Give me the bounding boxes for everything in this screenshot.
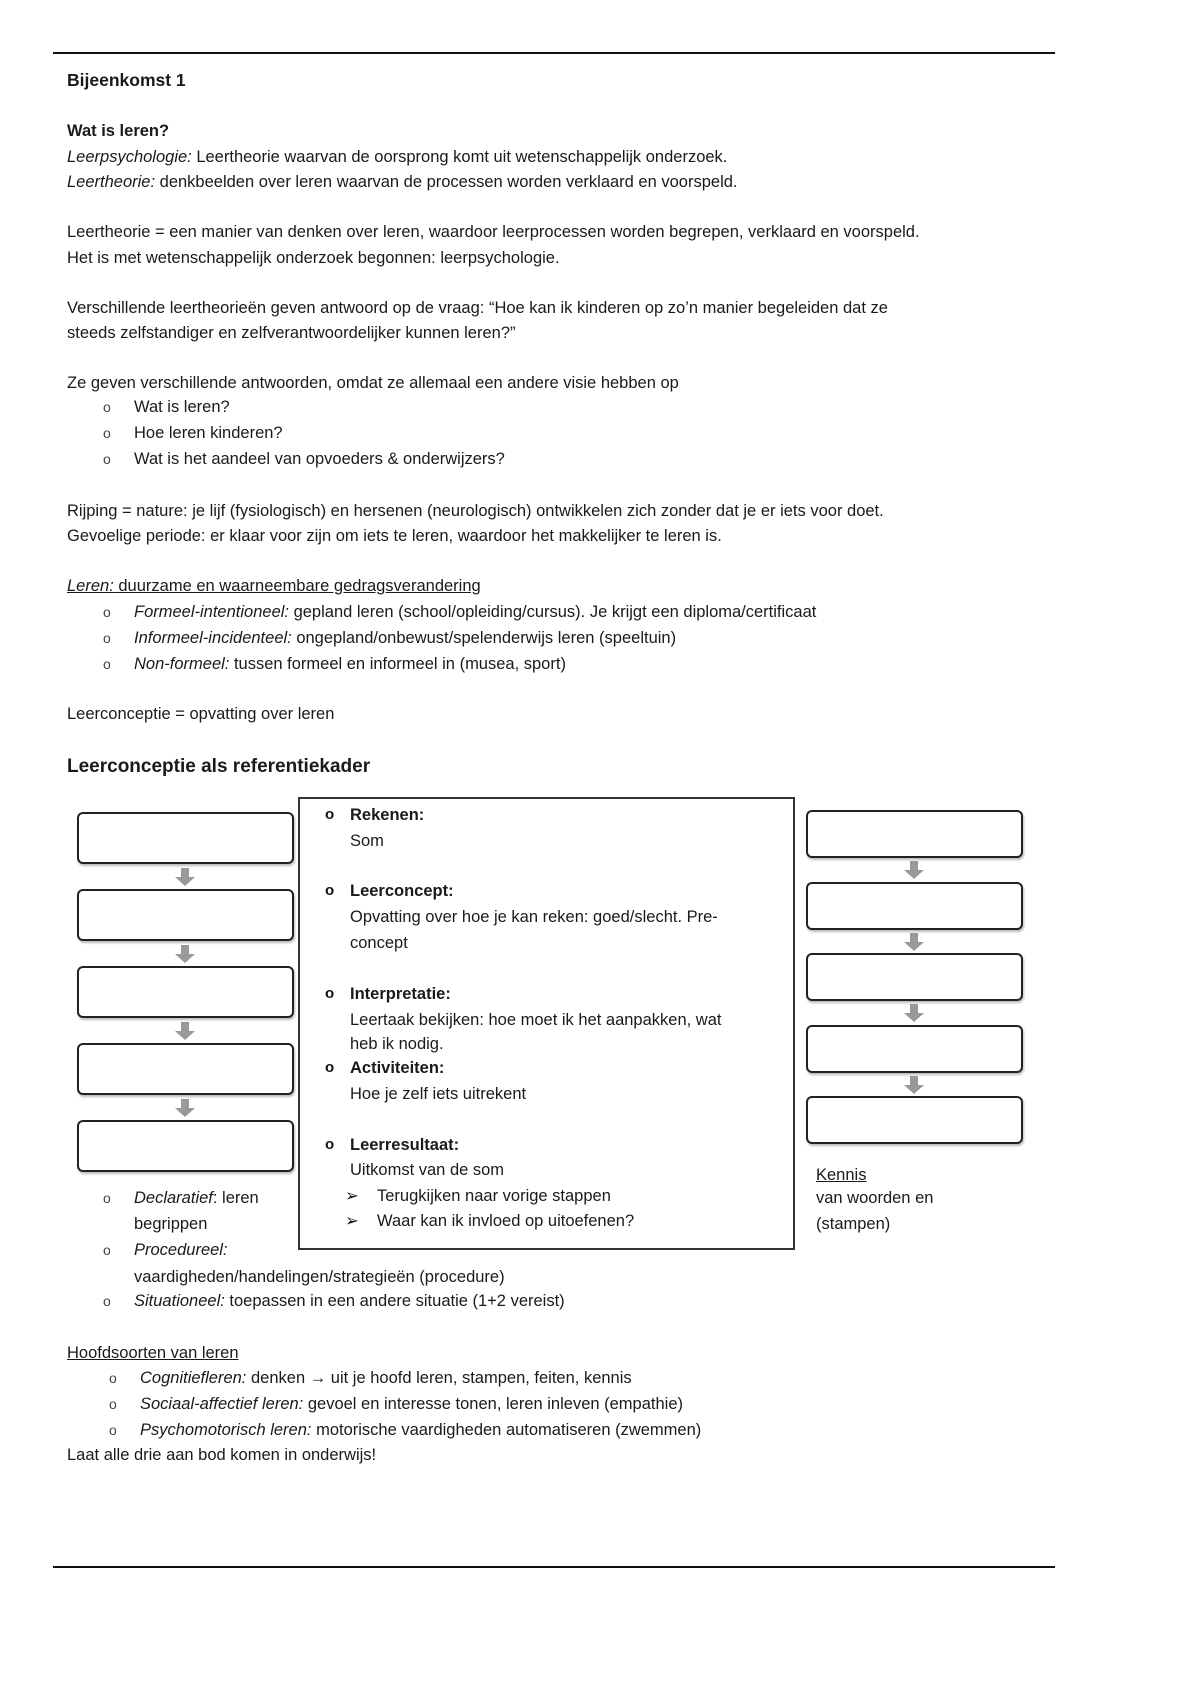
section-heading: Hoofdsoorten van leren [67, 1344, 239, 1362]
list-item [134, 1291, 565, 1311]
item-label: Leerresultaat: [350, 1136, 460, 1154]
list-item [140, 1368, 632, 1388]
flow-box [806, 1096, 1023, 1144]
paragraph-line: Verschillende leertheorieën geven antwoord op de vraag: “Hoe kan ik kinderen op zo’n manier begeleiden dat ze [67, 299, 888, 317]
flow-box [77, 889, 294, 941]
term: Leertheorie: [67, 173, 156, 191]
section-heading: Wat is leren? [67, 122, 170, 140]
item-text: : leren [212, 1189, 259, 1207]
page-title: Bijeenkomst 1 [67, 70, 186, 90]
item-text: toepassen in een andere situatie (1+2 vereist) [224, 1292, 565, 1310]
bullet-icon: o [109, 1422, 117, 1438]
item-text: gevoel en interesse tonen, leren inleven (empathie) [303, 1395, 683, 1413]
flow-box [806, 1025, 1023, 1073]
flow-box [806, 882, 1023, 930]
bullet-icon: o [325, 806, 335, 823]
item-label: Activiteiten: [350, 1059, 445, 1077]
definition-text: Leertheorie waarvan de oorsprong komt uit wetenschappelijk onderzoek. [191, 148, 728, 166]
bullet-icon: o [103, 1293, 111, 1309]
list-item [134, 628, 676, 648]
right-note-title: Kennis [816, 1166, 867, 1184]
paragraph-line: Gevoelige periode: er klaar voor zijn om iets te leren, waardoor het makkelijker te leren is. [67, 527, 722, 545]
list-item [140, 1394, 683, 1414]
bullet-icon: o [109, 1396, 117, 1412]
definition [67, 147, 727, 167]
flow-box [806, 953, 1023, 1001]
arrow-bullet-icon: ➢ [345, 1187, 359, 1205]
item-text: Som [350, 832, 384, 850]
term: Sociaal-affectief leren: [140, 1395, 304, 1413]
bottom-rule [53, 1566, 1055, 1568]
bullet-icon: o [103, 1190, 111, 1206]
list-item [134, 1188, 259, 1208]
leren-definition [67, 576, 481, 596]
list-item [140, 1420, 701, 1440]
item-text: gepland leren (school/opleiding/cursus). Je krijgt een diploma/certificaat [289, 603, 817, 621]
list-item [134, 654, 566, 674]
paragraph-line: steeds zelfstandiger en zelfverantwoordelijker kunnen leren?” [67, 324, 516, 342]
bullet-icon: o [103, 656, 111, 672]
flow-box [77, 812, 294, 864]
list-item: Procedureel: [134, 1241, 228, 1259]
bullet-icon: o [325, 882, 335, 899]
list-item-continued: begrippen [134, 1215, 208, 1233]
arrow-bullet-icon: ➢ [345, 1212, 359, 1230]
top-rule [53, 52, 1055, 54]
item-text: heb ik nodig. [350, 1035, 444, 1053]
item-text: Leertaak bekijken: hoe moet ik het aanpakken, wat [350, 1011, 722, 1029]
item-text: ongepland/onbewust/spelenderwijs leren (speeltuin) [291, 629, 677, 647]
definition [67, 172, 738, 192]
item-text: Opvatting over hoe je kan reken: goed/slecht. Pre- [350, 908, 718, 926]
paragraph-line: Ze geven verschillende antwoorden, omdat ze allemaal een andere visie hebben op [67, 374, 679, 392]
term: Informeel-incidenteel: [134, 629, 292, 647]
item-text: Uitkomst van de som [350, 1161, 505, 1179]
term: Leren: [67, 577, 114, 595]
bullet-icon: o [325, 1136, 335, 1153]
closing-line: Laat alle drie aan bod komen in onderwijs! [67, 1446, 377, 1464]
bullet-icon: o [325, 1059, 335, 1076]
term: Formeel-intentioneel: [134, 603, 289, 621]
bullet-icon: o [103, 604, 111, 620]
term: Declaratief [134, 1189, 213, 1207]
paragraph-line: Het is met wetenschappelijk onderzoek begonnen: leerpsychologie. [67, 249, 560, 267]
term: Non-formeel: [134, 655, 230, 673]
term: Situationeel: [134, 1292, 225, 1310]
bullet-icon: o [103, 451, 111, 467]
definition-text: duurzame en waarneembare gedragsverandering [113, 577, 481, 595]
bullet-icon: o [103, 630, 111, 646]
item-text: tussen formeel en informeel in (musea, sport) [229, 655, 566, 673]
item-label: Leerconcept: [350, 882, 454, 900]
sub-item: Terugkijken naar vorige stappen [377, 1187, 611, 1205]
bullet-icon: o [103, 1242, 111, 1258]
item-text: denken → uit je hoofd leren, stampen, feiten, kennis [246, 1369, 632, 1387]
right-note-line: van woorden en [816, 1189, 934, 1207]
section-heading: Leerconceptie als referentiekader [67, 756, 371, 777]
item-text: motorische vaardigheden automatiseren (zwemmen) [311, 1421, 702, 1439]
list-item: Wat is leren? [134, 398, 230, 416]
sub-item: Waar kan ik invloed op uitoefenen? [377, 1212, 635, 1230]
bullet-icon: o [109, 1370, 117, 1386]
item-text: concept [350, 934, 408, 952]
item-label: Interpretatie: [350, 985, 451, 1003]
flow-box [77, 1120, 294, 1172]
term: Cognitiefleren: [140, 1369, 247, 1387]
list-item: Hoe leren kinderen? [134, 424, 283, 442]
item-label: Rekenen: [350, 806, 425, 824]
flow-box [77, 966, 294, 1018]
paragraph-line: Leertheorie = een manier van denken over leren, waardoor leerprocessen worden begrepen, verklaard en voorspeld. [67, 223, 920, 241]
bullet-icon: o [325, 985, 335, 1002]
list-item [134, 602, 816, 622]
term: Leerpsychologie: [67, 148, 192, 166]
right-note-line: (stampen) [816, 1215, 891, 1233]
paragraph-line: Rijping = nature: je lijf (fysiologisch) en hersenen (neurologisch) ontwikkelen zich zonder dat je er iets voor doet. [67, 502, 884, 520]
paragraph-line: Leerconceptie = opvatting over leren [67, 705, 335, 723]
bullet-icon: o [103, 399, 111, 415]
list-item: Wat is het aandeel van opvoeders & onderwijzers? [134, 450, 505, 468]
flow-box [77, 1043, 294, 1095]
item-text: Hoe je zelf iets uitrekent [350, 1085, 527, 1103]
list-item-continued: vaardigheden/handelingen/strategieën (procedure) [134, 1268, 505, 1286]
term: Psychomotorisch leren: [140, 1421, 312, 1439]
bullet-icon: o [103, 425, 111, 441]
flow-box [806, 810, 1023, 858]
definition-text: denkbeelden over leren waarvan de processen worden verklaard en voorspeld. [155, 173, 738, 191]
